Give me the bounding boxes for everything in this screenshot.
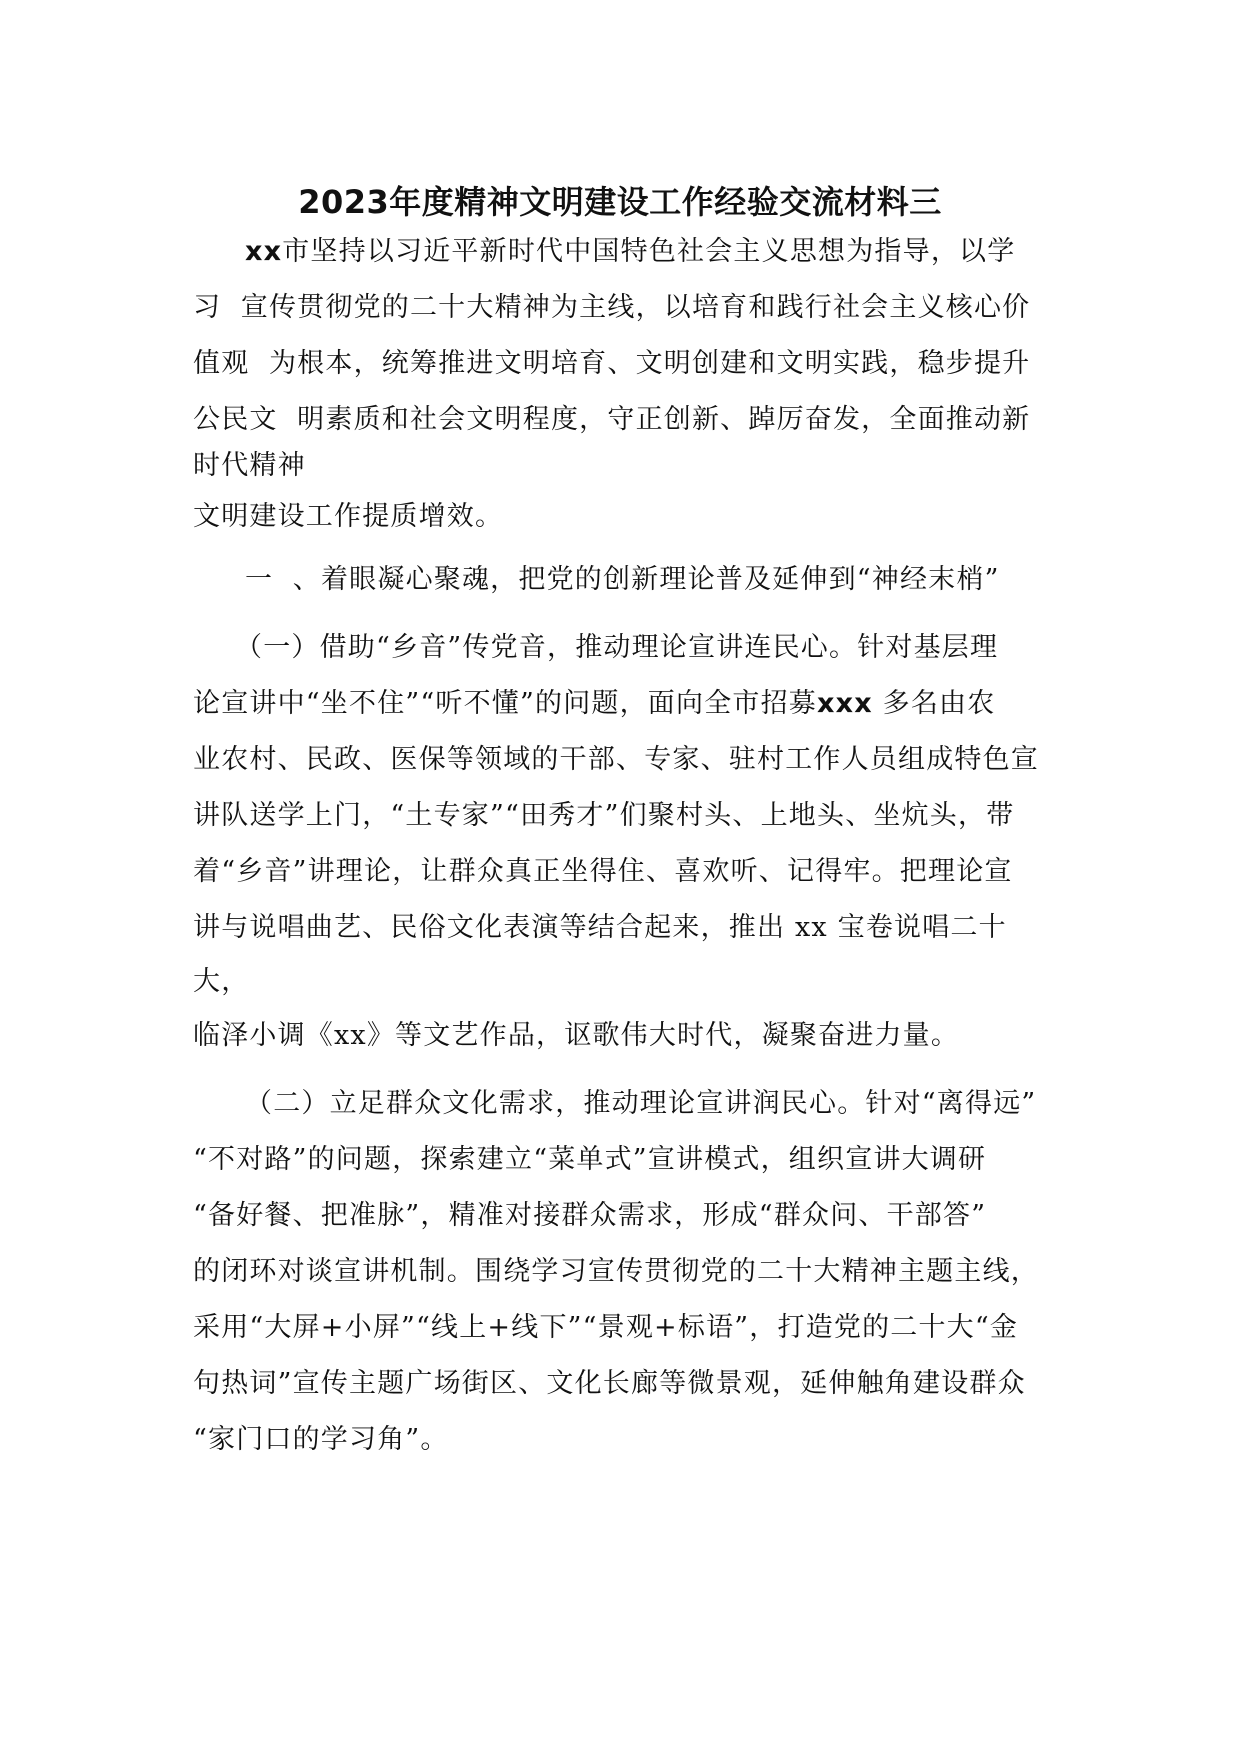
para2-line-7: “家门口的学习角”。: [193, 1424, 449, 1455]
para1-line-7: 大，: [193, 966, 250, 997]
intro-line-5: 时代精神: [193, 450, 306, 481]
para1-placeholder-xxx: xxx: [817, 688, 873, 719]
para1-line-2-text-b: 多名由农: [872, 688, 996, 719]
intro-line-6: 文明建设工作提质增效。: [193, 501, 504, 532]
section-heading-1: 一 、着眼凝心聚魂，把党的创新理论普及延伸到“神经末梢”: [245, 564, 1000, 595]
intro-line-3: 值观 为根本，统筹推进文明培育、文明创建和文明实践，稳步提升: [193, 348, 1031, 379]
para1-line-4: 讲队送学上门，“土专家”“田秀才”们聚村头、上地头、坐炕头，带: [193, 800, 1015, 831]
intro-line-1: [245, 232, 1015, 272]
para1-line-6: 讲与说唱曲艺、民俗文化表演等结合起来，推出 xx 宝卷说唱二十: [193, 912, 1007, 943]
para1-line-8: 临泽小调《xx》等文艺作品，讴歌伟大时代，凝聚奋进力量。: [193, 1020, 960, 1051]
para1-line-5: 着“乡音”讲理论，让群众真正坐得住、喜欢听、记得牢。把理论宣: [193, 856, 1013, 887]
para1-line-2-text-a: 论宣讲中“坐不住”“听不懂”的问题，面向全市招募: [193, 688, 818, 719]
para2-line-1: （二）立足群众文化需求，推动理论宣讲润民心。针对“离得远”: [245, 1088, 1037, 1119]
para2-line-6: 句热词”宣传主题广场街区、文化长廊等微景观，延伸触角建设群众: [193, 1368, 1026, 1399]
intro-line-1-text: 市坚持以习近平新时代中国特色社会主义思想为指导，以学: [282, 236, 1016, 267]
para2-line-5: 采用“大屏+小屏”“线上+线下”“景观+标语”，打造党的二十大“金: [193, 1312, 1019, 1343]
para1-line-2: [193, 684, 995, 724]
document-title: 2023年度精神文明建设工作经验交流材料三: [298, 183, 942, 221]
para1-line-3: 业农村、民政、医保等领域的干部、专家、驻村工作人员组成特色宣: [193, 744, 1039, 775]
intro-placeholder-xx: xx: [245, 236, 283, 267]
para2-line-4: 的闭环对谈宣讲机制。围绕学习宣传贯彻党的二十大精神主题主线，: [193, 1256, 1039, 1287]
para1-line-1: （一）借助“乡音”传党音，推动理论宣讲连民心。针对基层理: [235, 632, 999, 663]
intro-line-4: 公民文 明素质和社会文明程度，守正创新、踔厉奋发，全面推动新: [193, 404, 1031, 435]
intro-line-2: 习 宣传贯彻党的二十大精神为主线，以培育和践行社会主义核心价: [193, 292, 1031, 323]
para2-line-3: “备好餐、把准脉”，精准对接群众需求，形成“群众问、干部答”: [193, 1200, 987, 1231]
para2-line-2: “不对路”的问题，探索建立“菜单式”宣讲模式，组织宣讲大调研: [193, 1144, 987, 1175]
